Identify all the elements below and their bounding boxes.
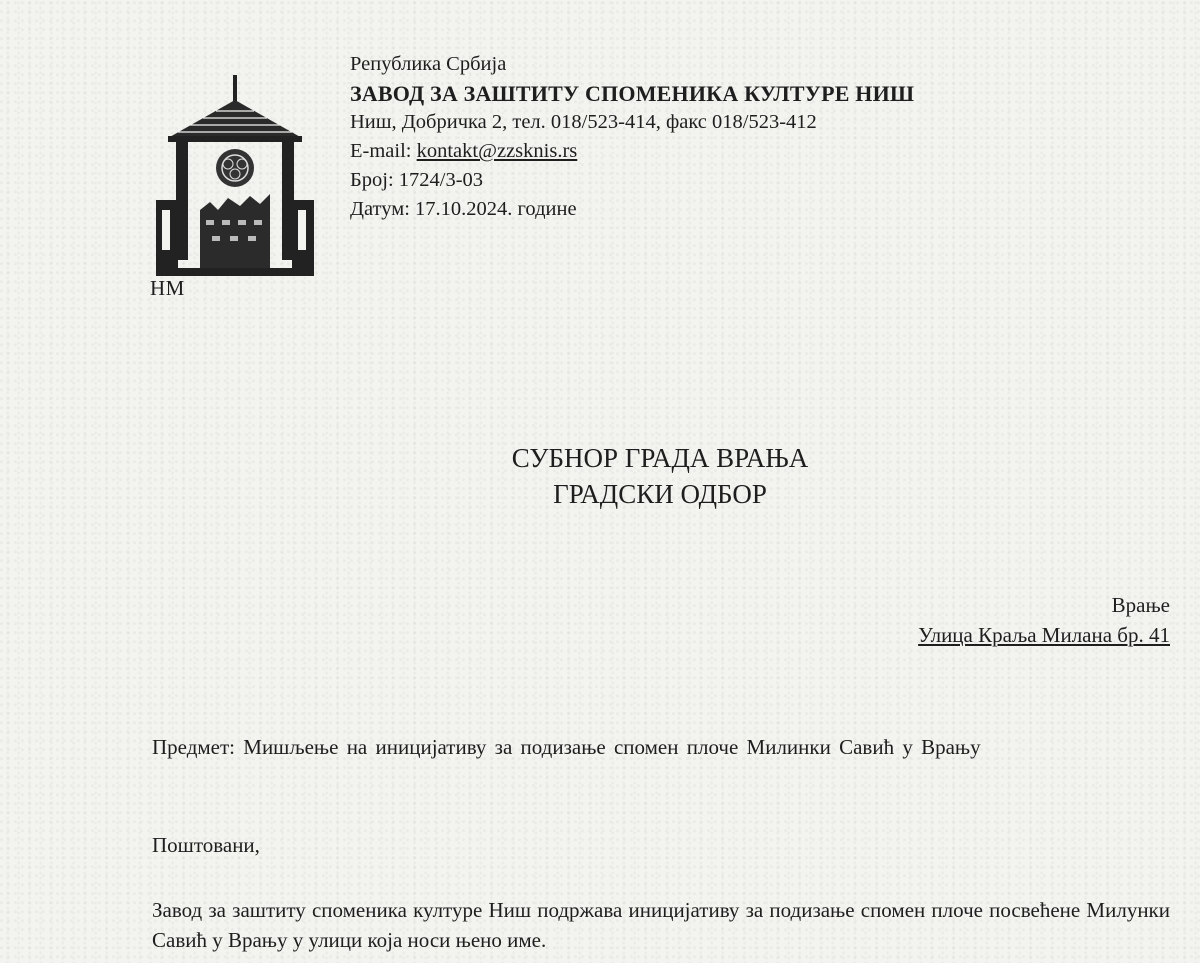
address-street: Улица Краља Милана бр. 41 <box>918 623 1170 647</box>
document-number: Број: 1724/3-03 <box>350 169 484 191</box>
institution-name: ЗАВОД ЗА ЗАШТИТУ СПОМЕНИКА КУЛТУРЕ НИШ <box>350 81 915 106</box>
subject-line: Предмет: Мишљење на иницијативу за подизање спомен плоче Милинки Савић у Врању <box>152 735 981 759</box>
email-label: E-mail: <box>350 140 417 162</box>
address-line: Ниш, Добричка 2, тел. 018/523-414, факс 018/523-412 <box>350 111 817 133</box>
body-paragraph: Завод за заштиту споменика културе Ниш подржава иницијативу за подизање спомен плоче посвећене Милунки Савић у Врању у улици која носи њено име. <box>152 898 1170 952</box>
letterhead <box>350 50 914 224</box>
greeting: Поштовани, <box>152 833 260 857</box>
logo-caption: НМ <box>150 276 185 300</box>
building-emblem-icon <box>148 70 323 305</box>
recipient-address <box>918 590 1170 650</box>
recipient-line-1: СУБНОР ГРАДА ВРАЊА <box>511 443 809 473</box>
recipient-block <box>0 440 1200 512</box>
email-link[interactable]: kontakt@zzsknis.rs <box>416 140 578 162</box>
address-city: Врање <box>1111 593 1170 617</box>
country-line: Република Србија <box>350 53 507 75</box>
document-date: Датум: 17.10.2024. године <box>350 198 577 220</box>
recipient-line-2: ГРАДСКИ ОДБОР <box>553 479 767 509</box>
email-line <box>350 137 914 166</box>
